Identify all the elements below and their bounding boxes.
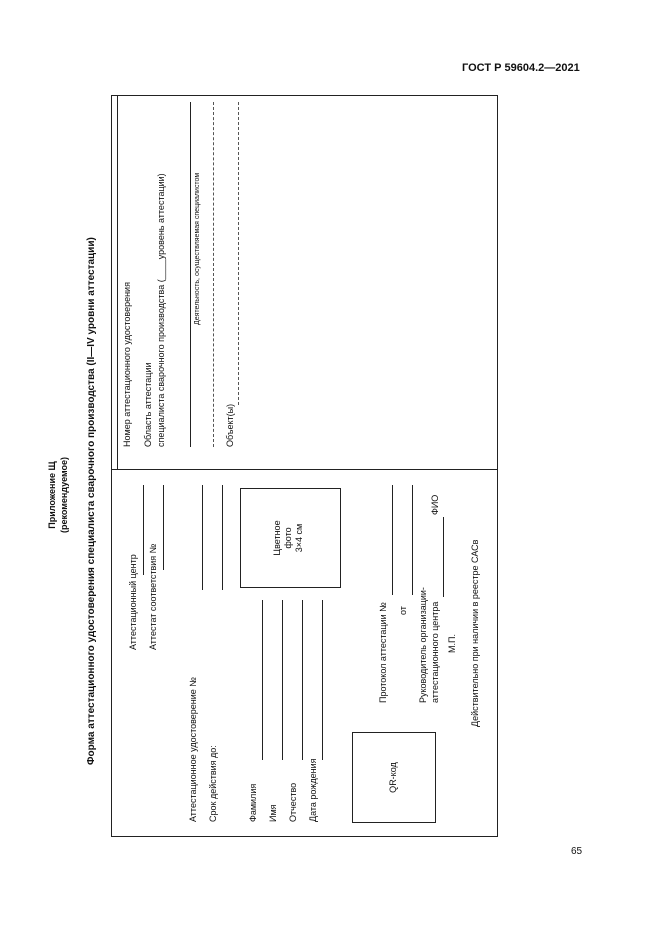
from-label: от [398, 606, 408, 615]
card-fold-line [111, 469, 498, 470]
photo-line-2: фото [283, 527, 293, 549]
certificate-card-frame [111, 95, 498, 837]
activity-dashed-line-1 [213, 102, 214, 447]
photo-label [272, 488, 305, 588]
birth-date-label: Дата рождения [308, 758, 318, 822]
att-cert-label: Аттестат соответствия № [148, 543, 158, 650]
stamp-label: М.П. [447, 634, 457, 653]
valid-registry-note: Действительно при наличии в реестре САСв [470, 539, 480, 727]
patronymic-label: Отчество [288, 782, 298, 822]
appendix-title: Приложение Щ [47, 461, 57, 529]
att-cert-line [163, 485, 164, 570]
valid-until-line [222, 485, 223, 590]
area-line [190, 102, 191, 447]
surname-line [262, 600, 263, 760]
att-center-label: Аттестационный центр [128, 554, 138, 650]
activity-caption: Деятельность, осуществляемая специалистом [194, 172, 201, 325]
gost-header: ГОСТ Р 59604.2—2021 [462, 62, 580, 74]
photo-line-1: Цветное [272, 520, 282, 556]
valid-until-label: Срок действия до: [208, 745, 218, 822]
att-center-line [143, 485, 144, 575]
head-label-line-2: аттестационного центра [430, 601, 440, 703]
area-label-line-2: специалиста сварочного производства (____уровень аттестации) [156, 173, 166, 447]
certificate-no-label: Аттестационное удостоверение № [188, 677, 198, 822]
protocol-line [392, 485, 393, 595]
page-number: 65 [571, 846, 583, 857]
surname-label: Фамилия [248, 783, 258, 822]
card-top-rule [117, 95, 118, 470]
birth-date-line [322, 600, 323, 760]
area-label-line-1: Область аттестации [143, 362, 153, 447]
head-signature-line [443, 517, 444, 597]
objects-label: Объект(ы) [225, 403, 235, 447]
qr-label: QR-код [388, 762, 398, 793]
certificate-no-line [202, 485, 203, 590]
objects-dashed-line [238, 102, 239, 405]
patronymic-line [302, 600, 303, 760]
name-label: Имя [268, 804, 278, 822]
head-label-line-1: Руководитель организации- [418, 587, 428, 703]
cert-number-label: Номер аттестационного удостоверения [122, 282, 132, 447]
fio-label: ФИО [430, 494, 440, 515]
protocol-label: Протокол аттестации № [378, 602, 388, 703]
appendix-note: (рекомендуемое) [59, 457, 69, 533]
form-title: Форма аттестационного удостоверения специалиста сварочного производства (II—IV уровни аттестации) [86, 237, 97, 765]
name-line [282, 600, 283, 760]
from-line [412, 485, 413, 595]
photo-line-3: 3×4 см [294, 523, 304, 553]
